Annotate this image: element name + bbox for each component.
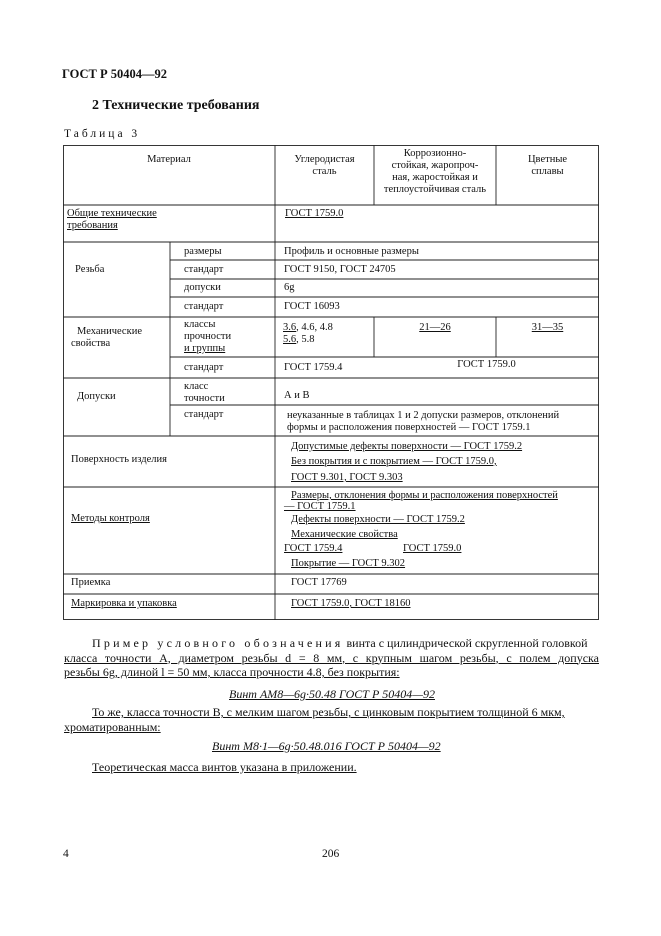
example-paragraph-2: То же, класса точности В, с мелким шагом резьбы, с цинковым покрытием толщиной 6 мкм, хроматированным: [64, 705, 565, 734]
surface-line: Без покрытия и с покрытием — ГОСТ 1759.0, [291, 456, 497, 467]
col-header-material: Материал [147, 154, 191, 165]
page-number-left: 4 [63, 848, 69, 860]
mass-note: Теоретическая масса винтов указана в приложении. [92, 760, 357, 774]
thread-sub: допуски [184, 282, 221, 293]
acceptance-value: ГОСТ 17769 [291, 577, 347, 588]
methods-line: Дефекты поверхности — ГОСТ 1759.2 [291, 514, 465, 525]
row-label-mechanical: Механические свойства [71, 326, 142, 349]
thread-sub: размеры [184, 246, 222, 257]
mech-carbon-classes: 3.6, 4.6, 4.8 5.6, 5.8 [283, 322, 333, 345]
thread-value: ГОСТ 16093 [284, 301, 340, 312]
general-value: ГОСТ 1759.0 [285, 208, 344, 219]
methods-line: Размеры, отклонения формы и расположения поверхностей [291, 490, 558, 501]
thread-sub: стандарт [184, 264, 224, 275]
row-label-surface: Поверхность изделия [71, 454, 167, 465]
mech-std-carbon: ГОСТ 1759.4 [284, 362, 343, 373]
row-label-marking: Маркировка и упаковка [71, 598, 177, 609]
tol-class-sub: класс точности [184, 381, 225, 404]
thread-value: Профиль и основные размеры [284, 246, 419, 257]
designation-example-2: Винт М8·1—6g·50.48.016 ГОСТ Р 50404—92 [212, 739, 441, 753]
mech-classes-sub: классы прочности и группы [184, 319, 232, 354]
row-label-acceptance: Приемка [71, 577, 111, 588]
row-label-methods: Методы контроля [71, 513, 150, 524]
mech-std-sub: стандарт [184, 362, 224, 373]
surface-line: Допустимые дефекты поверхности — ГОСТ 1759.2 [291, 441, 523, 452]
row-label-thread: Резьба [75, 264, 105, 275]
methods-line: — ГОСТ 1759.1 [284, 501, 356, 512]
tol-class-value: А и В [284, 390, 310, 401]
thread-value: 6g [284, 282, 295, 293]
designation-example-1: Винт АМ8—6g·50.48 ГОСТ Р 50404—92 [229, 687, 435, 701]
row-label-general: Общие технические требования [67, 208, 157, 231]
tol-std-sub: стандарт [184, 409, 224, 420]
row-label-tolerances: Допуски [77, 391, 116, 402]
marking-value: ГОСТ 1759.0, ГОСТ 18160 [291, 598, 411, 609]
methods-line: Покрытие — ГОСТ 9.302 [291, 558, 406, 569]
mech-std-other: ГОСТ 1759.0 [457, 359, 516, 370]
surface-line: ГОСТ 9.301, ГОСТ 9.303 [291, 472, 403, 483]
requirements-table [63, 145, 599, 620]
thread-value: ГОСТ 9150, ГОСТ 24705 [284, 264, 396, 275]
document-header: ГОСТ Р 50404—92 [62, 67, 168, 81]
table-caption: Таблица 3 [64, 128, 141, 140]
page-number-center: 206 [322, 848, 340, 860]
methods-line: ГОСТ 1759.4 [284, 543, 343, 554]
thread-sub: стандарт [184, 301, 224, 312]
methods-line: ГОСТ 1759.0 [403, 543, 462, 554]
col-header-nonferrous: Цветные сплавы [527, 154, 568, 177]
section-title: 2 Технические требования [92, 98, 260, 113]
mech-corrosion-classes: 21—26 [419, 322, 451, 333]
col-header-corrosion: Коррозионно- стойкая, жаропроч- ная, жаростойкая и теплоустойчивая сталь [383, 148, 487, 195]
methods-line: Механические свойства [291, 529, 398, 540]
example-paragraph: Пример условного обозначения винта с цилиндрической скругленной головкой класса точности А, диаметром резьбы d = 8 мм, с крупным шагом резьбы, с полем допуска резьбы 6g, длиной l = 50 мм, класса прочности 4.8, без покрытия: [64, 636, 599, 679]
mech-nonferrous-classes: 31—35 [531, 322, 564, 333]
tol-std-value: неуказанные в таблицах 1 и 2 допуски размеров, отклонений формы и расположения поверхностей — ГОСТ 1759.1 [287, 410, 560, 433]
col-header-carbon: Углеродистая сталь [294, 154, 355, 177]
